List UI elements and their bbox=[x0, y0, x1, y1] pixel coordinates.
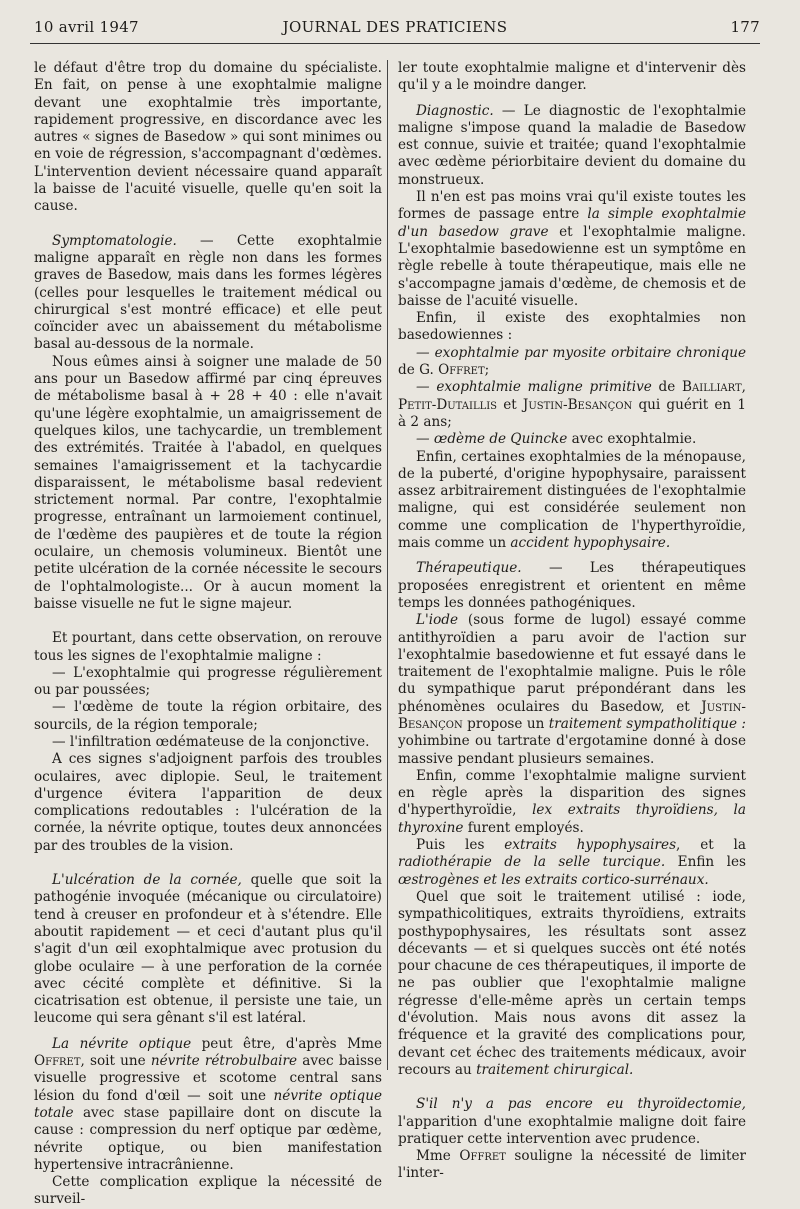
text-span: , soit une bbox=[80, 1053, 151, 1070]
text-span: Quel que soit le traitement utilisé : iode, sympathicolitiques, extraits thyroïdiens, extraits posthypophysaires, les résultats sont assez décevants — et si quelques succès ont été notés pour chacune de ces thérapeutiques, il importe de ne pas oublier que l'exophtalmie maligne régresse d'elle-même après un certain temps d'évolution. Mais nous avons dit assez la fréquence et la gravité des complications pour, devant cet échec des traitements médicaux, avoir recours au bbox=[398, 888, 746, 1078]
text-span: souligne la nécessité de limiter l'inter- bbox=[398, 1148, 746, 1182]
text-span: et bbox=[497, 396, 523, 413]
paragraph-text: — Cette exophtalmie maligne apparaît en règle non dans les formes graves de Basedow, mais dans les formes légères (celles pour lesquelles le traitement médical ou chirurgical s'est montré efficace) et elle peut coïncider avec un abaissement du métabolisme basal au-dessous de la normale. bbox=[34, 232, 382, 353]
text-span: , et la bbox=[676, 837, 746, 854]
author-name: Offret bbox=[34, 1053, 81, 1070]
author-name: Offret bbox=[438, 362, 485, 379]
paragraph bbox=[398, 768, 746, 837]
text-span: de G. bbox=[398, 362, 439, 379]
emphasis: radiothérapie de la selle turcique. bbox=[398, 854, 666, 871]
text-span: avec baisse visuelle progressive et scotome central sans lésion du fond d'œil — soit une bbox=[34, 1053, 382, 1104]
emphasis: traitement chirurgical. bbox=[476, 1061, 634, 1078]
paragraph-ulceration bbox=[34, 872, 382, 1028]
emphasis: névrite optique totale bbox=[34, 1087, 382, 1121]
emphasis: extraits hypophysaires bbox=[504, 837, 677, 854]
header-page-number: 177 bbox=[730, 18, 760, 36]
emphasis: accident hypophysaire. bbox=[510, 535, 671, 552]
author-name: Offret bbox=[459, 1148, 506, 1165]
paragraph bbox=[398, 1096, 746, 1148]
text-span: Il n'en est pas moins vrai qu'il existe toutes les formes de passage entre bbox=[398, 189, 746, 223]
paragraph-therapeutique bbox=[398, 560, 746, 612]
text-span: de bbox=[651, 379, 683, 396]
left-column bbox=[34, 60, 383, 1208]
paragraph bbox=[398, 889, 746, 1079]
emphasis: S'il n'y a pas encore eu thyroïdectomie, bbox=[416, 1096, 746, 1113]
paragraph-nevrite bbox=[34, 1036, 382, 1174]
list-item bbox=[398, 379, 746, 431]
author-name: Justin-Besançon bbox=[522, 396, 633, 413]
paragraph-text: — Les thérapeutiques proposées enregistrent et orientent en même temps les données pathogéniques. bbox=[398, 560, 746, 611]
paragraph bbox=[398, 612, 746, 768]
paragraph bbox=[398, 837, 746, 889]
text-span: Mme bbox=[416, 1148, 460, 1165]
list-item bbox=[398, 345, 746, 380]
paragraph-diagnostic bbox=[398, 103, 746, 189]
section-label: L'ulcération de la cornée, bbox=[52, 872, 242, 889]
paragraph: ler toute exophtalmie maligne et d'intervenir dès qu'il y a le moindre danger. bbox=[398, 60, 746, 94]
emphasis: — exophtalmie maligne primitive bbox=[416, 379, 652, 396]
emphasis: lex extraits thyroïdiens, la thyroxine bbox=[398, 802, 746, 836]
text-span: et l'exophtalmie maligne. L'exophtalmie basedowienne est un symptôme en règle rebelle à toute thérapeutique, mais elle ne s'accompagne jamais d'œdème, de chemosis et de baisse de l'acuité visuelle. bbox=[398, 223, 746, 309]
header-date: 10 avril 1947 bbox=[34, 18, 139, 36]
section-label: Symptomatologie. bbox=[52, 232, 177, 249]
text-span: ; bbox=[484, 362, 490, 379]
paragraph bbox=[398, 189, 746, 310]
paragraph-symptomatologie bbox=[34, 233, 382, 354]
list-item: — l'infiltration œdémateuse de la conjonctive. bbox=[52, 733, 370, 750]
paragraph-text: — Le diagnostic de l'exophtalmie maligne s'impose quand la maladie de Basedow est connue, suivie et traitée; quand l'exophtalmie avec œdème périorbitaire devient du domaine du monstrueux. bbox=[398, 102, 746, 188]
paragraph: Nous eûmes ainsi à soigner une malade de 50 ans pour un Basedow affirmé par cinq épreuves de métabolisme basal à + 28 + 40 : elle n'avait qu'une légère exophtalmie, un amaigrissement de quelques kilos, une tachycardie, un tremblement des extrémités. Traitée à l'abadol, en quelques semaines l'amaigrissement et la tachycardie disparaissent, le métabolisme basal redevient strictement normal. Par contre, l'exophtalmie progresse, entraînant un larmoiement continuel, de l'œdème des paupières et de toute la région oculaire, un chemosis volumineux. Bientôt une petite ulcération de la cornée nécessite le secours de l'ophtalmologiste... Or à aucun moment la baisse visuelle ne fut le signe majeur. bbox=[34, 353, 382, 612]
page-header bbox=[30, 14, 760, 40]
emphasis: la simple exophtalmie d'un basedow grave bbox=[398, 206, 746, 240]
emphasis: L'iode bbox=[416, 612, 459, 629]
section-label: Diagnostic. bbox=[416, 102, 494, 119]
emphasis: œstrogènes et les extraits cortico-surrénaux. bbox=[398, 871, 709, 888]
text-span: avec exophtalmie. bbox=[567, 431, 697, 448]
author-name: Petit-Dutaillis bbox=[398, 396, 498, 413]
list-item: — L'exophtalmie qui progresse régulièrement ou par poussées; bbox=[34, 664, 382, 699]
text-span: Puis les bbox=[416, 837, 505, 854]
text-span: Enfin les bbox=[665, 854, 746, 871]
emphasis: — exophtalmie par myosite orbitaire chronique bbox=[416, 344, 746, 361]
paragraph-text: quelle que soit la pathogénie invoquée (mécanique ou circulatoire) tend à creuser en profondeur et à s'étendre. Elle aboutit rapidement — et ceci d'autant plus qu'il s'agit d'un œil exophtalmique avec protusion du globe oculaire — à une perforation de la cornée avec cécité complète et définitive. Si la cicatrisation est obtenue, il persiste une taie, un leucome qui sera gênant s'il est latéral. bbox=[34, 872, 383, 1027]
text-span: Enfin, certaines exophtalmies de la ménopause, de la puberté, d'origine hypophysaire, paraissent assez arbitrairement distinguées de l'exophtalmie maligne, qui est considérée seulement non comme une complication de l'hyperthyroïdie, mais comme un bbox=[398, 448, 746, 552]
text-span: , bbox=[741, 379, 746, 396]
header-rule bbox=[30, 43, 760, 44]
right-column bbox=[398, 60, 747, 1182]
text-span: furent employés. bbox=[463, 819, 584, 836]
list-item: — l'œdème de toute la région orbitaire, des sourcils, de la région temporale; bbox=[34, 699, 382, 733]
author-name: Justin-Besançon bbox=[398, 698, 746, 732]
emphasis: traitement sympatholitique : bbox=[548, 715, 747, 732]
section-label: Thérapeutique. bbox=[416, 560, 522, 577]
paragraph bbox=[398, 1148, 746, 1183]
paragraph: Cette complication explique la nécessité de surveil- bbox=[34, 1174, 382, 1208]
text-span: propose un bbox=[462, 715, 549, 732]
text-span: Enfin, comme l'exophtalmie maligne survient en règle après la disparition des signes d'hyperthyroïdie, bbox=[398, 767, 746, 819]
header-journal-title: JOURNAL DES PRATICIENS bbox=[282, 18, 508, 36]
paragraph: le défaut d'être trop du domaine du spécialiste. En fait, on pense à une exophtalmie maligne devant une exophtalmie très importante, rapidement progressive, en discordance avec les autres « signes de Basedow » qui sont minimes ou en voie de régression, s'accompagnant d'œdèmes. L'intervention devient nécessaire quand apparaît la baisse de l'acuité visuelle, quelle qu'en soit la cause. bbox=[34, 60, 382, 215]
emphasis: — œdème de Quincke bbox=[416, 431, 568, 448]
text-span: l'apparition d'une exophtalmie maligne doit faire pratiquer cette intervention avec prudence. bbox=[398, 1113, 746, 1147]
text-span: (sous forme de lugol) essayé comme antithyroïdien a paru avoir de l'action sur l'exophtalmie basedowienne et fut essayé dans le traitement de l'exophtalmie maligne. Puis le rôle du sympathique parut prépondérant dans les phénomènes oculaires du Basedow, et bbox=[398, 612, 746, 715]
text-span: peut être, d'après Mme bbox=[191, 1035, 382, 1052]
text-span: yohimbine ou tartrate d'ergotamine donné à dose massive pendant plusieurs semaines. bbox=[398, 733, 746, 767]
paragraph: Et pourtant, dans cette observation, on rerouve tous les signes de l'exophtalmie maligne : bbox=[34, 630, 382, 664]
text-span: avec stase papillaire dont on discute la cause : compression du nerf optique par œdème, névrite optique, ou bien manifestation hypertensive intracrânienne. bbox=[34, 1104, 382, 1173]
emphasis: névrite rétrobulbaire bbox=[150, 1053, 298, 1070]
paragraph bbox=[398, 449, 746, 553]
paragraph: A ces signes s'adjoignent parfois des troubles oculaires, avec diplopie. Seul, le traitement d'urgence évitera l'apparition de deux complications redoutables : l'ulcération de la cornée, la névrite optique, toutes deux annoncées par des troubles de la vision. bbox=[34, 751, 382, 854]
list-item bbox=[398, 431, 746, 448]
column-divider bbox=[387, 60, 388, 1070]
author-name: Bailliart bbox=[682, 379, 742, 396]
section-label: La névrite optique bbox=[52, 1035, 192, 1052]
text-span: qui guérit en 1 à 2 ans; bbox=[398, 396, 746, 430]
paragraph: Enfin, il existe des exophtalmies non basedowiennes : bbox=[398, 310, 746, 344]
